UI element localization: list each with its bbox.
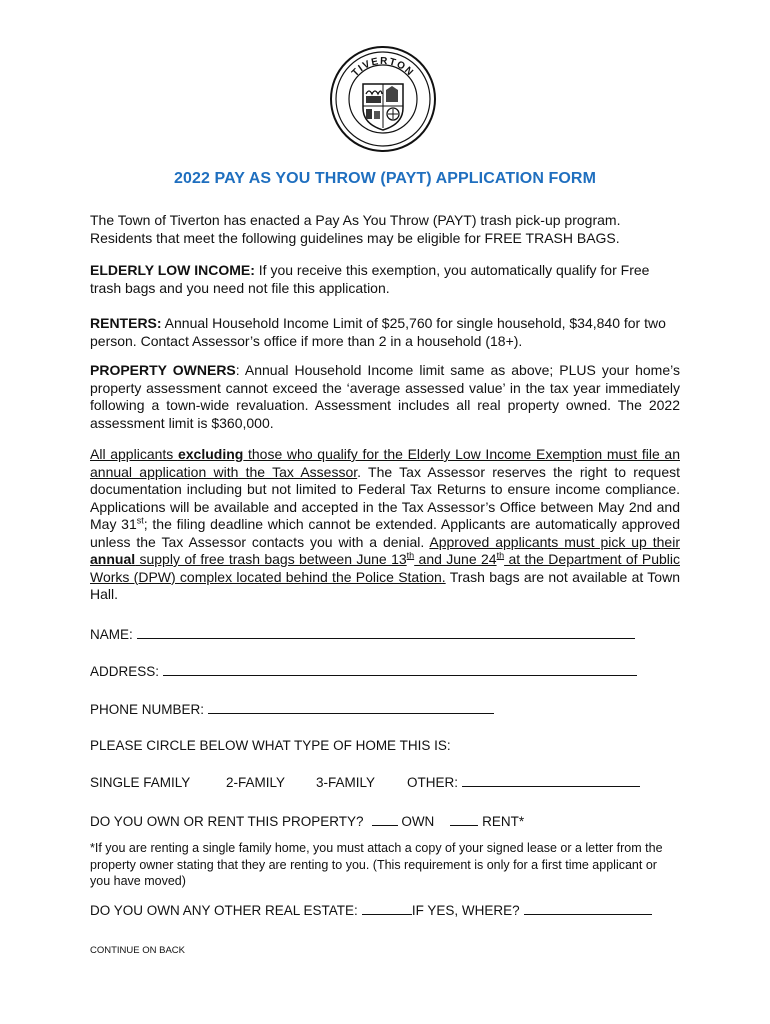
other-estate-prompt: DO YOU OWN ANY OTHER REAL ESTATE: — [90, 903, 358, 918]
phone-label: PHONE NUMBER: — [90, 702, 205, 717]
rent-note: *If you are renting a single family home, you must attach a copy of your signed lease or a letter from the property owner stating that they are renting to you. (This requirement is only for a first time applicant or you have moved) — [90, 841, 663, 888]
home-type-prompt: PLEASE CIRCLE BELOW WHAT TYPE OF HOME THIS IS: — [90, 738, 451, 753]
home-type-options — [90, 774, 640, 790]
if-yes-label: IF YES, WHERE? — [411, 903, 520, 918]
applicants-underline-3: Approved applicants must pick up their — [429, 533, 680, 550]
renters-heading: RENTERS: — [90, 315, 162, 331]
home-type-2-family[interactable]: 2-FAMILY — [226, 775, 286, 790]
name-field[interactable] — [137, 626, 635, 639]
applicants-sup-1: st — [136, 515, 144, 526]
rent-label: RENT* — [482, 814, 525, 829]
applicants-text-3: Trash bags are not available at Town Hall. — [90, 568, 680, 602]
owners-paragraph — [90, 362, 680, 432]
renters-text: Annual Household Income Limit of $25,760 for single household, $34,840 for two person. Contact Assessor’s office if more than 2 in a household (18+). — [90, 315, 666, 349]
address-label: ADDRESS: — [90, 664, 160, 679]
applicants-sup-3: th — [496, 550, 505, 561]
phone-row — [90, 701, 494, 717]
other-estate-field[interactable] — [362, 902, 412, 915]
home-type-other-field[interactable] — [462, 774, 640, 787]
elderly-text: If you receive this exemption, you automatically qualify for Free trash bags and you need not file this application. — [90, 262, 650, 296]
svg-text:TIVERTON: TIVERTON — [349, 55, 417, 80]
own-rent-row — [90, 813, 524, 829]
applicants-underline-4: supply of free trash bags between June 13 — [135, 551, 407, 567]
applicants-text-2: ; the filing deadline which cannot be extended. Applicants are automatically approved unless the Tax Assessor contacts you with a denial. — [90, 516, 680, 550]
name-row — [90, 626, 635, 642]
home-type-other-label: OTHER: — [407, 775, 459, 790]
owners-text: : Annual Household Income limit same as above; PLUS your home’s property assessment cannot exceed the ‘average assessed value’ in the tax year immediately following a town-wide revaluation. Assessment includes all real property owned. The 2022 assessment limit is $360,000. — [90, 362, 680, 431]
own-field[interactable] — [372, 813, 398, 826]
own-label: OWN — [401, 814, 435, 829]
other-estate-row — [90, 902, 652, 918]
own-rent-prompt: DO YOU OWN OR RENT THIS PROPERTY? — [90, 814, 364, 829]
applicants-underline-1: All applicants — [90, 446, 178, 462]
applicants-underline-6: at the Department of Public Works (DPW) complex located behind the Police Station. — [90, 551, 680, 585]
applicants-text-1: . The Tax Assessor reserves the right to request documentation including but not limited to Federal Tax Returns to ensure income compliance. Applications will be available and accepted in the Tax Assessor’s Office between May 2nd and May 31 — [90, 463, 680, 532]
home-type-single-family[interactable]: SINGLE FAMILY — [90, 775, 191, 790]
home-type-3-family[interactable]: 3-FAMILY — [316, 775, 376, 790]
applicants-paragraph — [90, 446, 680, 604]
phone-field[interactable] — [208, 701, 494, 714]
continue-on-back: CONTINUE ON BACK — [90, 945, 186, 956]
owners-heading: PROPERTY OWNERS — [90, 362, 236, 378]
applicants-underline-2: those who qualify for the Elderly Low Income Exemption must file an annual application with the Tax Assessor — [90, 446, 680, 480]
elderly-paragraph — [90, 262, 680, 297]
rent-field[interactable] — [450, 813, 478, 826]
address-field[interactable] — [163, 663, 637, 676]
address-row — [90, 663, 637, 679]
applicants-underline-5: and June 24 — [414, 551, 497, 567]
intro-paragraph: The Town of Tiverton has enacted a Pay As You Throw (PAYT) trash pick-up program. Residents that meet the following guidelines may be eligible for FREE TRASH BAGS. — [90, 212, 621, 246]
town-seal-icon — [330, 46, 436, 152]
renters-paragraph — [90, 315, 680, 350]
applicants-sup-2: th — [406, 550, 415, 561]
applicants-excluding: excluding — [177, 446, 244, 462]
applicants-annual: annual — [90, 551, 136, 567]
elderly-heading: ELDERLY LOW INCOME: — [90, 262, 255, 278]
form-title: 2022 PAY AS YOU THROW (PAYT) APPLICATION FORM — [173, 170, 597, 187]
name-label: NAME: — [90, 627, 133, 642]
where-field[interactable] — [524, 902, 652, 915]
